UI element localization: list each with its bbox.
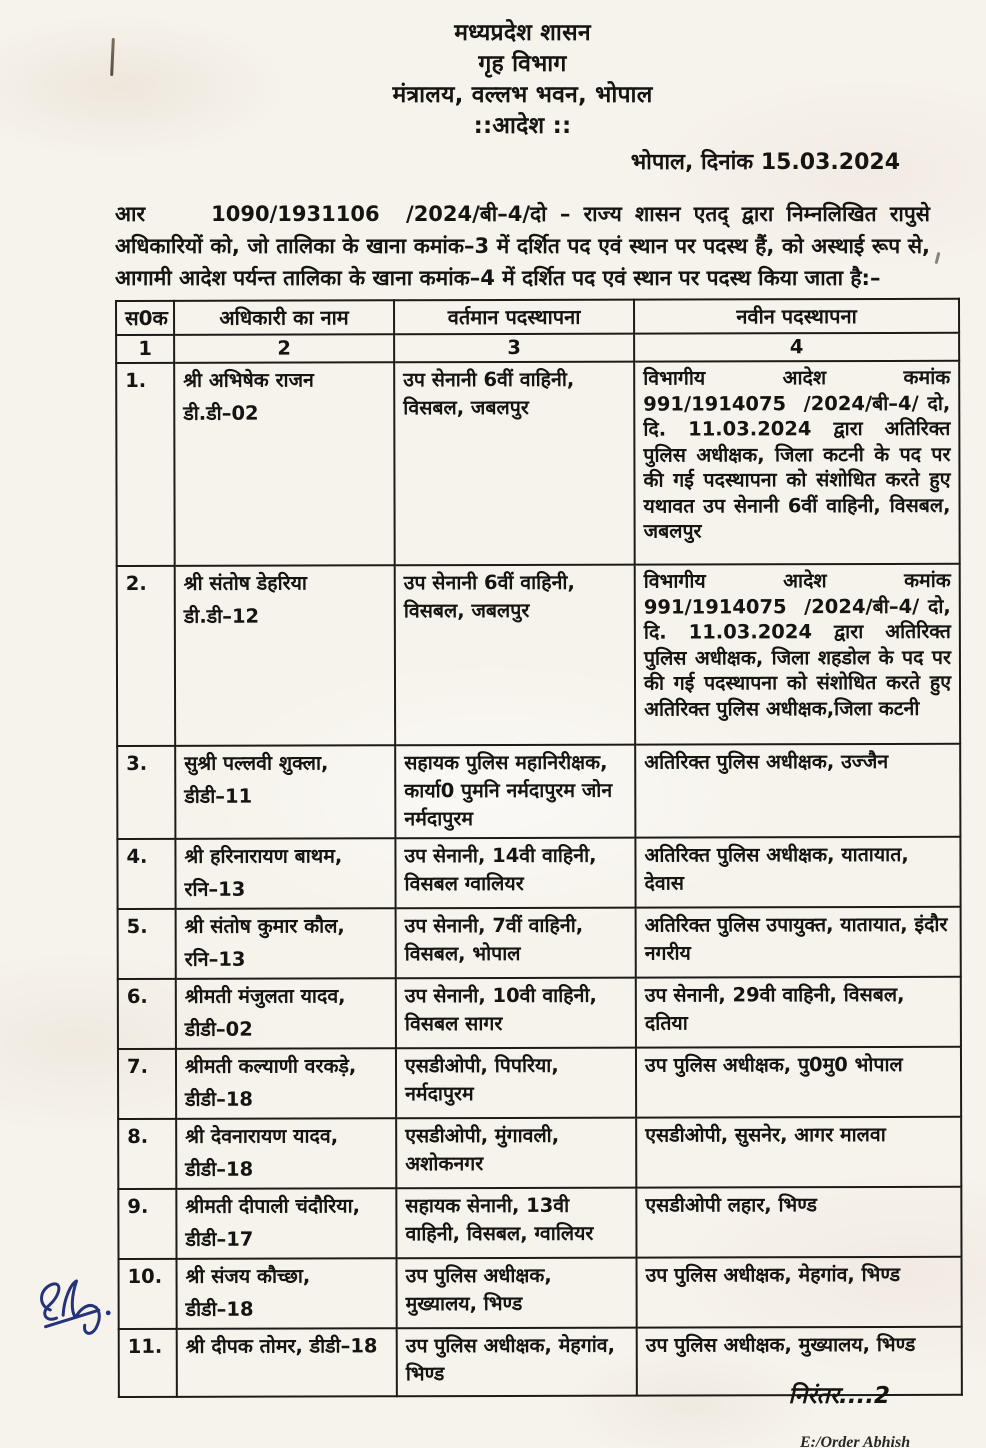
officer-code: डी.डी–12 bbox=[183, 604, 260, 628]
order-paragraph: आर 1090/1931106 /2024/बी–4/दो – राज्य शासन एतद् द्वारा निम्नलिखित रापुसे अधिकारियों को, जो तालिका के खाना कमांक–3 में दर्शित पद एवं स्थान पर पदस्थ हैं, को अस्थाई रूप से, आगामी आदेश पर्यन्त तालिका के खाना कमांक–4 में दर्शित पद एवं स्थान पर पदस्थ किया जाता है:– bbox=[115, 202, 938, 290]
table-row bbox=[118, 1187, 961, 1259]
letterhead-order-caption: ::आदेश :: bbox=[473, 113, 572, 139]
table-row bbox=[117, 837, 960, 909]
officer-code bbox=[186, 1365, 388, 1366]
table-row bbox=[118, 1047, 961, 1119]
cell-new-posting: विभागीय आदेश कमांक 991/1914075 /2024/बी–4/ दो, दि. 11.03.2024 द्वारा अतिरिक्त पुलिस अधीक्षक, जिला शहडोल के पद पर की गई पदस्थापना को संशोधित करते हुए अतिरिक्त पुलिस अधीक्षक,जिला कटनी bbox=[635, 564, 960, 745]
continuation-note: निरंतर....2 bbox=[788, 1383, 890, 1409]
cell-new-posting: उप पुलिस अधीक्षक, मेहगांव, भिण्ड bbox=[637, 1257, 962, 1328]
table-row bbox=[119, 1257, 962, 1329]
cell-new-posting: एसडीओपी लहार, भिण्ड bbox=[636, 1187, 961, 1258]
cell-officer-name bbox=[177, 1258, 397, 1329]
officer-name: श्रीमती कल्याणी वरकड़े, bbox=[184, 1054, 357, 1078]
cell-officer-name bbox=[176, 1118, 396, 1189]
cell-new-posting: अतिरिक्त पुलिस अधीक्षक, यातायात, देवास bbox=[635, 837, 960, 908]
col-number-4: 4 bbox=[634, 333, 959, 362]
officer-name: श्रीमती दीपाली चंदौरिया, bbox=[185, 1194, 361, 1218]
officer-code: डीडी–17 bbox=[185, 1227, 254, 1251]
cell-officer-name bbox=[176, 978, 396, 1049]
officer-code: डीडी–11 bbox=[184, 784, 253, 808]
cell-current-posting: उप पुलिस अधीक्षक, मुख्यालय, भिण्ड bbox=[397, 1258, 637, 1329]
cell-sno: 9. bbox=[118, 1189, 176, 1259]
cell-current-posting: एसडीओपी, पिपरिया, नर्मदापुरम bbox=[396, 1048, 636, 1119]
cell-new-posting: विभागीय आदेश कमांक 991/1914075 /2024/बी–4/ दो, दि. 11.03.2024 द्वारा अतिरिक्त पुलिस अधीक्षक, जिला कटनी के पद पर की गई पदस्थापना को संशोधित करते हुए यथावत उप सेनानी 6वीं वाहिनी, विसबल, जबलपुर bbox=[634, 361, 960, 565]
cell-current-posting: सहायक सेनानी, 13वी वाहिनी, विसबल, ग्वालियर bbox=[396, 1188, 636, 1259]
table-row bbox=[118, 977, 961, 1049]
table-row bbox=[118, 907, 961, 979]
cell-current-posting: सहायक पुलिस महानिरीक्षक, कार्या0 पुमनि नर्मदापुरम जोन नर्मदापुरम bbox=[395, 745, 635, 839]
cell-new-posting: अतिरिक्त पुलिस अधीक्षक, उज्जैन bbox=[635, 744, 960, 838]
cell-current-posting: उप सेनानी, 7वीं वाहिनी, विसबल, भोपाल bbox=[396, 908, 636, 979]
cell-sno: 10. bbox=[119, 1259, 177, 1329]
cell-sno: 7. bbox=[118, 1049, 176, 1119]
officer-code: रनि–13 bbox=[184, 947, 246, 971]
officer-code: डीडी–18 bbox=[185, 1087, 253, 1111]
col-number-2: 2 bbox=[174, 334, 394, 363]
cell-new-posting: उप पुलिस अधीक्षक, मुख्यालय, भिण्ड bbox=[637, 1327, 962, 1396]
officer-name: श्री देवनारायण यादव, bbox=[185, 1124, 339, 1148]
letterhead-department-line: गृह विभाग bbox=[478, 51, 567, 77]
officer-name: श्री अभिषेक राजन bbox=[183, 368, 314, 392]
officer-name: श्री दीपक तोमर, डीडी–18 bbox=[185, 1334, 378, 1358]
cell-new-posting: उप पुलिस अधीक्षक, पु0मु0 भोपाल bbox=[636, 1047, 961, 1118]
cell-sno: 6. bbox=[118, 979, 176, 1049]
cell-sno: 4. bbox=[117, 839, 175, 909]
place-date-line: भोपाल, दिनांक 15.03.2024 bbox=[630, 150, 900, 175]
cell-current-posting: उप सेनानी 6वीं वाहिनी, विसबल, जबलपुर bbox=[395, 565, 635, 746]
handwritten-signature bbox=[23, 1259, 133, 1352]
col-header-officer-name: अधिकारी का नाम bbox=[174, 300, 394, 335]
letterhead bbox=[115, 18, 930, 142]
cell-sno: 2. bbox=[117, 566, 175, 746]
column-number-row bbox=[116, 333, 959, 363]
letterhead-government-line: मध्यप्रदेश शासन bbox=[454, 20, 591, 46]
cell-sno: 1. bbox=[116, 363, 175, 566]
cell-current-posting: उप सेनानी 6वीं वाहिनी, विसबल, जबलपुर bbox=[394, 362, 635, 566]
cell-officer-name bbox=[175, 838, 395, 909]
cell-current-posting: उप सेनानी, 10वी वाहिनी, विसबल सागर bbox=[396, 978, 636, 1049]
cell-sno: 8. bbox=[118, 1119, 176, 1189]
cell-officer-name bbox=[174, 362, 395, 566]
table-row bbox=[117, 744, 960, 839]
table-row bbox=[117, 564, 960, 746]
cell-sno: 11. bbox=[119, 1329, 177, 1397]
col-header-sno: स0क bbox=[116, 301, 174, 335]
officer-name: सुश्री पल्लवी शुक्ला, bbox=[184, 751, 329, 775]
col-number-3: 3 bbox=[394, 334, 634, 363]
table-header-row bbox=[116, 299, 959, 335]
officer-code: डी.डी–02 bbox=[183, 401, 259, 425]
cell-new-posting: अतिरिक्त पुलिस उपायुक्त, यातायात, इंदौर नगरीय bbox=[636, 907, 961, 978]
cell-officer-name bbox=[175, 745, 395, 839]
cell-sno: 3. bbox=[117, 746, 175, 839]
cell-officer-name bbox=[175, 565, 395, 746]
table-row bbox=[118, 1117, 961, 1189]
col-header-new-posting: नवीन पदस्थापना bbox=[634, 299, 959, 334]
cell-current-posting: एसडीओपी, मुंगावली, अशोकनगर bbox=[396, 1118, 636, 1189]
file-reference: E:/Order Abhish bbox=[800, 1434, 911, 1448]
officer-code: रनि–13 bbox=[184, 877, 246, 901]
officer-code: डीडी–18 bbox=[185, 1157, 254, 1181]
officer-name: श्री संतोष डेहरिया bbox=[183, 571, 308, 595]
posting-table bbox=[115, 298, 963, 1398]
cell-officer-name bbox=[177, 1328, 397, 1397]
col-header-current-posting: वर्तमान पदस्थापना bbox=[394, 300, 634, 335]
officer-name: श्रीमती मंजुलता यादव, bbox=[184, 984, 346, 1008]
letterhead-address-line: मंत्रालय, वल्लभ भवन, भोपाल bbox=[392, 82, 653, 108]
col-number-1: 1 bbox=[116, 335, 174, 363]
cell-new-posting: एसडीओपी, सुसनेर, आगर मालवा bbox=[636, 1117, 961, 1188]
officer-name: श्री हरिनारायण बाथम, bbox=[184, 844, 343, 868]
officer-name: श्री संजय कौच्छा, bbox=[185, 1264, 311, 1288]
cell-current-posting: उप पुलिस अधीक्षक, मेहगांव, भिण्ड bbox=[397, 1328, 637, 1397]
officer-code: डीडी–02 bbox=[184, 1017, 253, 1041]
cell-new-posting: उप सेनानी, 29वी वाहिनी, विसबल, दतिया bbox=[636, 977, 961, 1048]
cell-officer-name bbox=[176, 908, 396, 979]
officer-code: डीडी–18 bbox=[185, 1297, 254, 1321]
cell-officer-name bbox=[176, 1048, 396, 1119]
cell-current-posting: उप सेनानी, 14वी वाहिनी, विसबल ग्वालियर bbox=[395, 838, 635, 909]
officer-name: श्री संतोष कुमार कौल, bbox=[184, 914, 345, 938]
table-row bbox=[116, 361, 960, 566]
cell-sno: 5. bbox=[118, 909, 176, 979]
cell-officer-name bbox=[176, 1188, 396, 1259]
